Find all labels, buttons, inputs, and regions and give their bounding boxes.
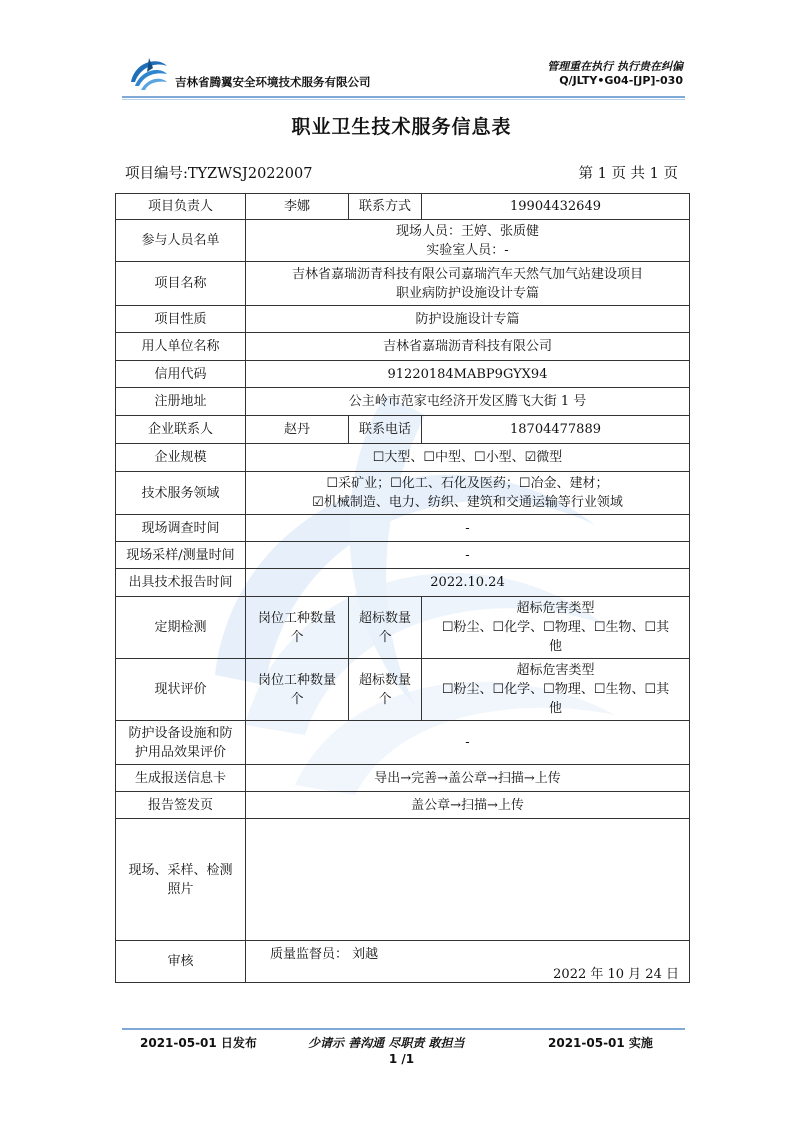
periodic-post-count — [246, 597, 349, 659]
review-value — [246, 941, 690, 983]
periodic-test-label: 定期检测 — [116, 597, 246, 659]
photos-label-line-2: 照片 — [167, 881, 194, 897]
scale-label: 企业规模 — [116, 444, 246, 472]
participants-value — [246, 220, 690, 262]
hazard-options-cont: 他 — [548, 639, 562, 654]
post-count-unit: 个 — [290, 691, 304, 707]
hazard-type-label: 超标危害类型 — [516, 601, 595, 616]
photos-area — [246, 819, 690, 941]
survey-time-value: - — [246, 515, 690, 542]
over-count-unit: 个 — [378, 691, 392, 707]
periodic-hazard-types — [422, 597, 690, 659]
table-row — [116, 444, 690, 472]
header-divider — [122, 96, 685, 98]
project-name-label: 项目名称 — [116, 262, 246, 306]
enterprise-phone-value: 18704477889 — [422, 416, 690, 444]
service-domain-value — [246, 472, 690, 515]
protection-eval-label — [116, 721, 246, 765]
service-domain-line-2: ☑机械制造、电力、纺织、建筑和交通运输等行业领域 — [312, 495, 623, 510]
post-count-label: 岗位工种数量 — [257, 610, 336, 626]
over-count-unit: 个 — [378, 629, 392, 645]
review-date: 2022 年 10 月 24 日 — [553, 966, 679, 982]
address-value: 公主岭市范家屯经济开发区腾飞大街 1 号 — [246, 388, 690, 416]
table-row — [116, 388, 690, 416]
table-row — [116, 262, 690, 306]
protection-label-line-1: 防护设备设施和防 — [128, 725, 233, 741]
header-divider-secondary — [122, 99, 685, 100]
quality-supervisor: 质量监督员： 刘越 — [270, 946, 379, 962]
table-row — [116, 819, 690, 941]
project-nature-label: 项目性质 — [116, 306, 246, 333]
info-card-label: 生成报送信息卡 — [116, 765, 246, 792]
project-name-line-1: 吉林省嘉瑞沥青科技有限公司嘉瑞汽车天然气加气站建设项目 — [291, 266, 643, 282]
table-row — [116, 659, 690, 721]
leader-value: 李娜 — [246, 194, 349, 220]
document-title: 职业卫生技术服务信息表 — [291, 116, 512, 138]
sign-page-value: 盖公章→扫描→上传 — [246, 792, 690, 819]
leader-label: 项目负责人 — [116, 194, 246, 220]
table-row — [116, 569, 690, 597]
table-row — [116, 941, 690, 983]
participants-lab: 实验室人员：- — [426, 242, 509, 258]
address-label: 注册地址 — [116, 388, 246, 416]
enterprise-contact-value: 赵丹 — [246, 416, 349, 444]
sampling-time-label: 现场采样/测量时间 — [116, 542, 246, 569]
contact-value: 19904432649 — [422, 194, 690, 220]
credit-code-value: 91220184MABP9GYX94 — [246, 361, 690, 388]
photos-label — [116, 819, 246, 941]
footer-motto: 少请示 善沟通 尽职责 敢担当 — [308, 1036, 465, 1050]
project-name-value — [246, 262, 690, 306]
info-table — [115, 193, 690, 983]
over-count-label: 超标数量 — [358, 672, 411, 688]
footer-divider — [122, 1028, 685, 1030]
project-nature-value: 防护设施设计专篇 — [246, 306, 690, 333]
status-hazard-types — [422, 659, 690, 721]
issue-date: 2021-05-01 日发布 — [140, 1036, 257, 1050]
project-number: 项目编号:TYZWSJ2022007 — [125, 166, 313, 182]
table-row — [116, 306, 690, 333]
protection-eval-value: - — [246, 721, 690, 765]
status-over-count — [349, 659, 422, 721]
review-label: 审核 — [116, 941, 246, 983]
status-eval-label: 现状评价 — [116, 659, 246, 721]
service-domain-line-1: ☐采矿业；☐化工、石化及医药；☐冶金、建材； — [326, 476, 609, 491]
sampling-time-value: - — [246, 542, 690, 569]
table-row — [116, 597, 690, 659]
survey-time-label: 现场调查时间 — [116, 515, 246, 542]
sign-page-label: 报告签发页 — [116, 792, 246, 819]
periodic-over-count — [349, 597, 422, 659]
project-name-line-2: 职业病防护设施设计专篇 — [395, 285, 539, 301]
table-row — [116, 220, 690, 262]
hazard-type-label: 超标危害类型 — [516, 663, 595, 678]
credit-code-label: 信用代码 — [116, 361, 246, 388]
company-logo — [127, 52, 171, 94]
report-time-label: 出具技术报告时间 — [116, 569, 246, 597]
employer-value: 吉林省嘉瑞沥青科技有限公司 — [246, 333, 690, 361]
implementation-date: 2021-05-01 实施 — [548, 1036, 653, 1050]
participants-field: 现场人员：王婷、张质健 — [395, 223, 539, 239]
post-count-label: 岗位工种数量 — [257, 672, 336, 688]
page-info: 第 1 页 共 1 页 — [578, 166, 678, 182]
hazard-options: ☐粉尘、☐化学、☐物理、☐生物、☐其 — [441, 682, 670, 697]
status-post-count — [246, 659, 349, 721]
enterprise-contact-label: 企业联系人 — [116, 416, 246, 444]
table-row — [116, 194, 690, 220]
table-row — [116, 792, 690, 819]
hazard-options: ☐粉尘、☐化学、☐物理、☐生物、☐其 — [441, 620, 670, 635]
table-row — [116, 765, 690, 792]
table-row — [116, 416, 690, 444]
hazard-options-cont: 他 — [548, 701, 562, 716]
document-code: Q/JLTY•G04-[JP]-030 — [559, 74, 683, 87]
table-row — [116, 472, 690, 515]
table-row — [116, 515, 690, 542]
page-number: 1 /1 — [388, 1052, 415, 1066]
post-count-unit: 个 — [290, 629, 304, 645]
company-name: 吉林省腾翼安全环境技术服务有限公司 — [175, 75, 371, 89]
table-row — [116, 361, 690, 388]
protection-label-line-2: 护用品效果评价 — [134, 744, 226, 760]
service-domain-label: 技术服务领域 — [116, 472, 246, 515]
contact-label: 联系方式 — [349, 194, 422, 220]
scale-value: ☐大型、☐中型、☐小型、☑微型 — [246, 444, 690, 472]
info-card-value: 导出→完善→盖公章→扫描→上传 — [246, 765, 690, 792]
over-count-label: 超标数量 — [358, 610, 411, 626]
header-slogan: 管理重在执行 执行贵在纠偏 — [547, 60, 683, 73]
participants-label: 参与人员名单 — [116, 220, 246, 262]
employer-label: 用人单位名称 — [116, 333, 246, 361]
table-row — [116, 721, 690, 765]
table-row — [116, 333, 690, 361]
table-row — [116, 542, 690, 569]
report-time-value: 2022.10.24 — [246, 569, 690, 597]
enterprise-phone-label: 联系电话 — [349, 416, 422, 444]
photos-label-line-1: 现场、采样、检测 — [128, 862, 233, 878]
